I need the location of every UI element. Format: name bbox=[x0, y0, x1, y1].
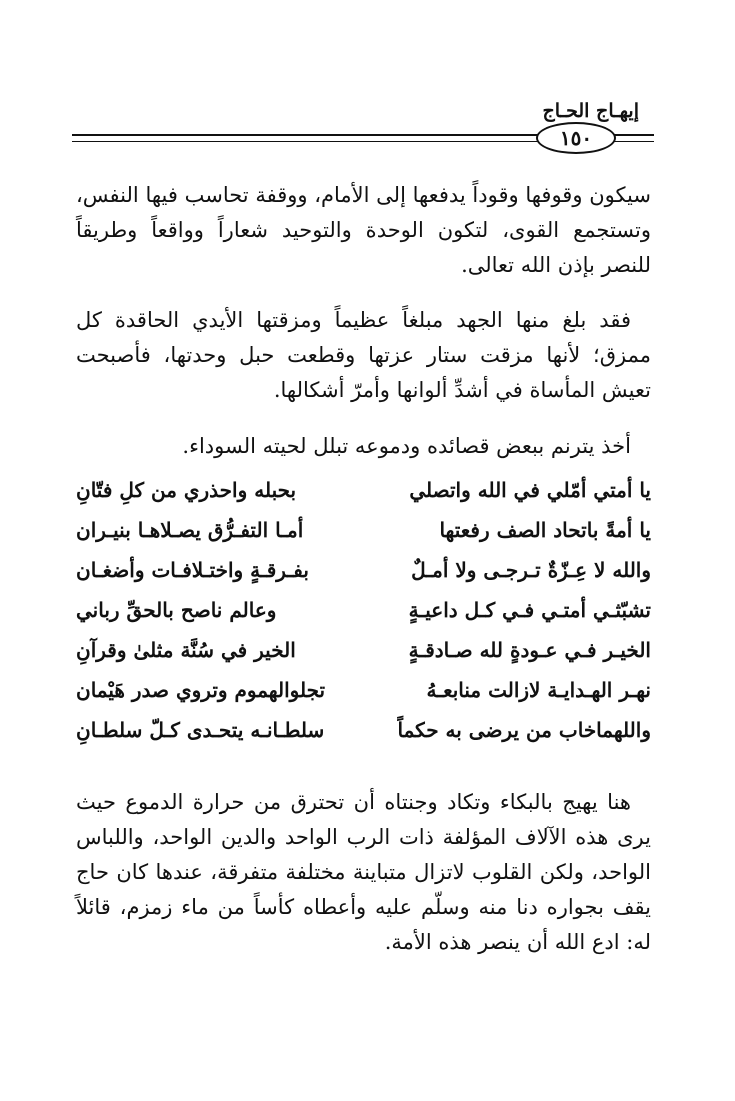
header-rule bbox=[612, 141, 654, 142]
header-rule bbox=[72, 141, 542, 142]
verse-first-hemistich: والله لا عِـزّةٌ تـرجـى ولا أمـلٌ bbox=[411, 558, 651, 582]
verse-second-hemistich: وعالم ناصح بالحقِّ رباني bbox=[76, 598, 277, 622]
header-rule bbox=[72, 134, 542, 136]
verse-first-hemistich: واللهماخاب من يرضى به حكماً bbox=[397, 718, 651, 742]
poem bbox=[76, 470, 651, 750]
verse-first-hemistich: يا أمةً باتحاد الصف رفعتها bbox=[439, 518, 651, 542]
running-title: إيهـاج الحـاج bbox=[542, 100, 639, 122]
poem-verse bbox=[76, 710, 651, 750]
poem-intro bbox=[76, 429, 651, 464]
verse-second-hemistich: الخير في سُنَّة مثلىٰ وقرآنِ bbox=[76, 638, 296, 662]
verse-second-hemistich: تجلوالهموم وتروي صدر هَيْمان bbox=[76, 678, 326, 702]
paragraph-text: سيكون وقوفها وقوداً يدفعها إلى الأمام، ووقفة تحاسب فيها النفس، وتستجمع القوى، لتكون الوحدة والتوحيد شعاراً وواقعاً وطريقاً للنصر بإذن الله تعالى. bbox=[76, 183, 651, 277]
paragraph-text: هنا يهيج بالبكاء وتكاد وجنتاه أن تحترق من حرارة الدموع حيث يرى هذه الآلاف المؤلفة ذات الرب الواحد والدين الواحد، واللباس الواحد، ولكن القلوب لاتزال متباينة مختلفة متفرقة، عندها كان حاج يقف بجواره دنا منه وسلّم عليه وأعطاه كأساً من ماء زمزم، قائلاً له: ادع الله أن ينصر هذه الأمة. bbox=[76, 790, 651, 954]
poem-verse bbox=[76, 550, 651, 590]
paragraph bbox=[76, 785, 651, 960]
poem-verse bbox=[76, 670, 651, 710]
page-number-text: ١٥٠ bbox=[559, 126, 593, 150]
poem-verse bbox=[76, 590, 651, 630]
page-number bbox=[536, 122, 616, 154]
poem-verse bbox=[76, 510, 651, 550]
verse-first-hemistich: تشبّثـي أمتـي فـي كـل داعيـةٍ bbox=[408, 598, 651, 622]
verse-first-hemistich: نهـر الهـدايـة لازالت منابعـهُ bbox=[426, 678, 651, 702]
poem-verse bbox=[76, 630, 651, 670]
verse-second-hemistich: سلطـانـه يتحـدى كـلّ سلطـانِ bbox=[76, 718, 325, 742]
verse-first-hemistich: الخيـر فـي عـودةٍ لله صـادقـةٍ bbox=[408, 638, 651, 662]
poem-intro-text: أخذ يترنم ببعض قصائده ودموعه تبلل لحيته السوداء. bbox=[182, 434, 631, 458]
verse-second-hemistich: أمـا التفـرُّق يصـلاهـا بنيـران bbox=[76, 518, 304, 542]
paragraph bbox=[76, 303, 651, 408]
paragraph bbox=[76, 178, 651, 283]
verse-second-hemistich: بفـرقـةٍ واختـلافـات وأضغـان bbox=[76, 558, 309, 582]
header-rule bbox=[612, 134, 654, 136]
verse-second-hemistich: بحبله واحذري من كلِ فتّانِ bbox=[76, 478, 297, 502]
poem-verse bbox=[76, 470, 651, 510]
paragraph-text: فقد بلغ منها الجهد مبلغاً عظيماً ومزقتها الأيدي الحاقدة كل ممزق؛ لأنها مزقت ستار عزتها وقطعت حبل وحدتها، فأصبحت تعيش المأساة في أشدِّ ألوانها وأمرّ أشكالها. bbox=[76, 308, 651, 402]
verse-first-hemistich: يا أمتي أمّلي في الله واتصلي bbox=[409, 478, 651, 502]
